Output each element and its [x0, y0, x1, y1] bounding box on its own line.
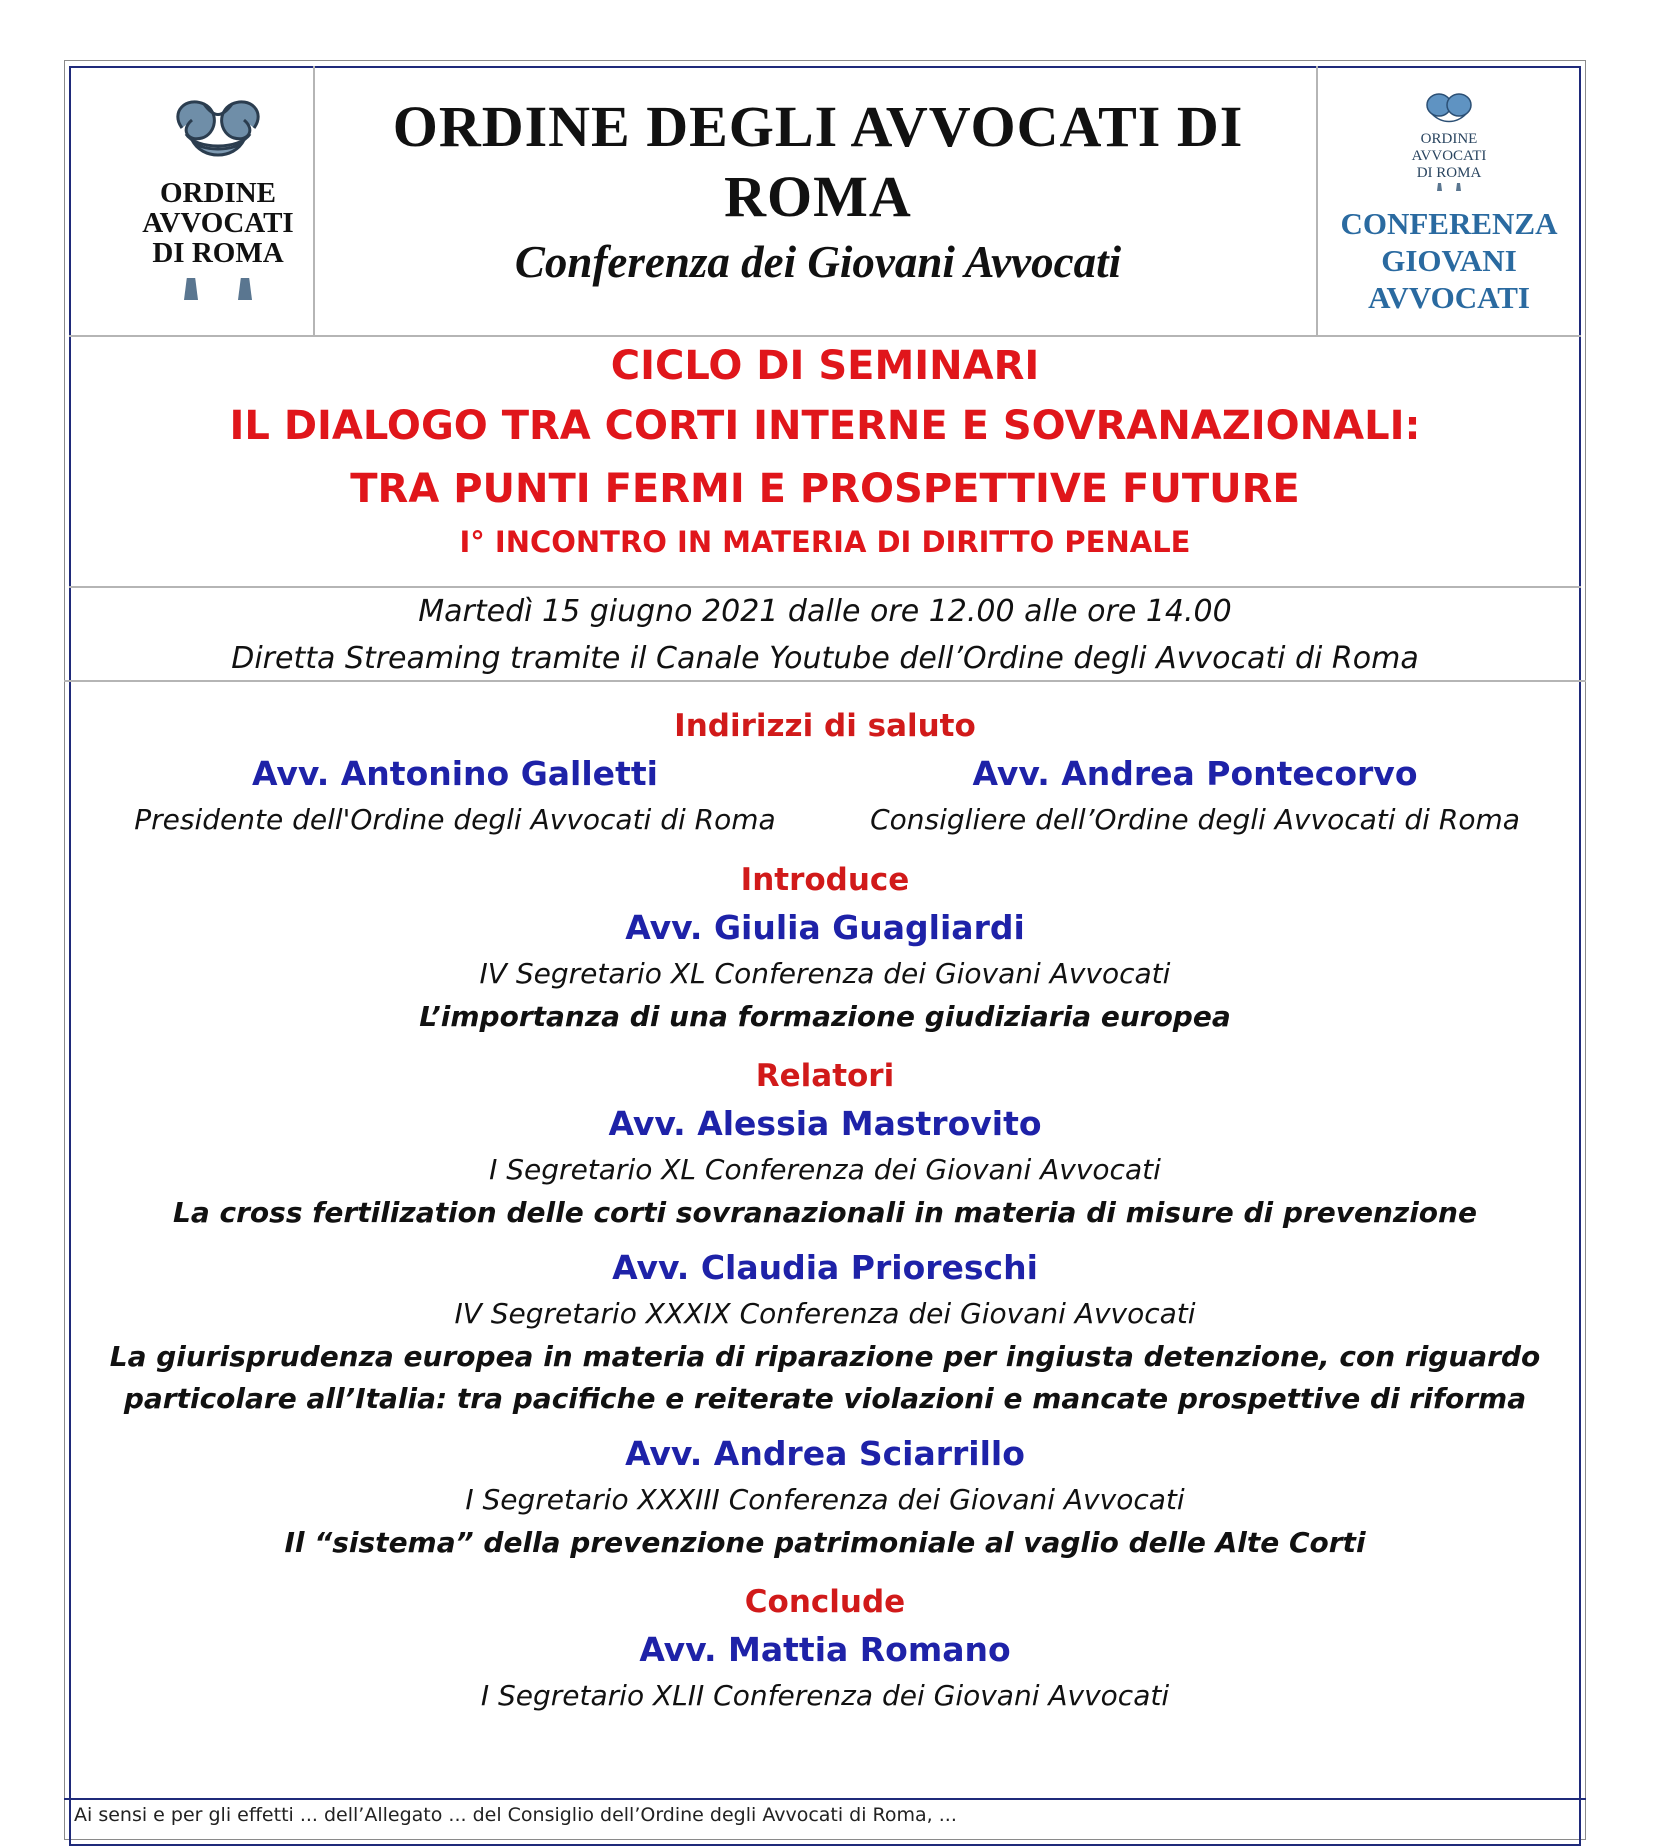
speakers-heading: Relatori: [755, 1058, 895, 1094]
greeting-speaker: [845, 750, 1545, 842]
greeting-speakers: [69, 750, 1581, 842]
seminar-title-block: [69, 340, 1581, 566]
intro-heading: Introduce: [740, 862, 910, 898]
right-logo-name-line-1: CONFERENZA: [1340, 206, 1558, 241]
speaker-role: Presidente dell'Ordine degli Avvocati di Roma: [134, 803, 776, 836]
talk-title: L’importanza di una formazione giudiziaria europea: [419, 1000, 1231, 1033]
seminar-title-line-1: IL DIALOGO TRA CORTI INTERNE E SOVRANAZIONALI:: [229, 403, 1421, 449]
toga-icon: [1437, 183, 1442, 191]
small-knot-emblem-icon: [1422, 90, 1476, 126]
speaker-name: Avv. Mattia Romano: [639, 1630, 1011, 1669]
ordine-avvocati-logo: [118, 80, 318, 310]
org-subtitle: Conferenza dei Giovani Avvocati: [514, 237, 1122, 287]
speaker-role: I Segretario XXXIII Conferenza dei Giovani Avvocati: [465, 1483, 1185, 1516]
speaker-name: Avv. Antonino Galletti: [252, 754, 658, 793]
knot-emblem-icon: [162, 90, 274, 172]
toga-icon: [1456, 183, 1461, 191]
right-logo-name-line-2: GIOVANI: [1381, 243, 1517, 278]
series-title: CICLO DI SEMINARI: [610, 343, 1040, 389]
header-bottom-line: [69, 335, 1581, 337]
talk-title: La cross fertilization delle corti sovranazionali in materia di misure di prevenzione: [173, 1196, 1477, 1229]
speaker-role: I Segretario XL Conferenza dei Giovani Avvocati: [489, 1153, 1161, 1186]
talk-title: Il “sistema” della prevenzione patrimoniale al vaglio delle Alte Corti: [284, 1526, 1366, 1559]
footer-note: Ai sensi e per gli effetti ... dell’Allegato ... del Consiglio dell’Ordine degli Avvocati di Roma, ...: [74, 1804, 957, 1826]
toga-icon: [184, 278, 198, 300]
right-logo-name-line-3: AVVOCATI: [1368, 280, 1530, 315]
meeting-subtitle: I° INCONTRO IN MATERIA DI DIRITTO PENALE: [459, 525, 1191, 559]
greeting-speaker: [105, 750, 805, 842]
speaker-name: Avv. Claudia Prioreschi: [612, 1248, 1038, 1287]
left-logo-line-3: DI ROMA: [152, 237, 284, 269]
speaker-name: Avv. Alessia Mastrovito: [608, 1104, 1042, 1143]
event-datetime: Martedì 15 giugno 2021 dalle ore 12.00 alle ore 14.00: [418, 594, 1232, 629]
right-logo-small-line-3: DI ROMA: [1416, 165, 1482, 181]
conclusion-heading: Conclude: [744, 1584, 906, 1620]
event-streaming: Diretta Streaming tramite il Canale Youtube dell’Ordine degli Avvocati di Roma: [231, 641, 1419, 676]
speaker-name: Avv. Andrea Pontecorvo: [972, 754, 1418, 793]
conferenza-giovani-logo: [1318, 90, 1580, 316]
talk-title: La giurisprudenza europea in materia di riparazione per ingiusta detenzione, con riguardo: [109, 1340, 1541, 1373]
right-logo-small-line-2: AVVOCATI: [1411, 148, 1487, 164]
talk-title-continued: particolare all’Italia: tra pacifiche e reiterate violazioni e mancate prospettive di riforma: [123, 1382, 1527, 1415]
org-title-line-1: ORDINE DEGLI AVVOCATI DI: [392, 94, 1244, 159]
header-title-block: [318, 92, 1318, 288]
speaker-role: Consigliere dell’Ordine degli Avvocati di Roma: [870, 803, 1520, 836]
toga-icon: [238, 278, 252, 300]
speaker-name: Avv. Andrea Sciarrillo: [625, 1434, 1025, 1473]
greetings-heading: Indirizzi di saluto: [674, 708, 976, 744]
speaker-role: I Segretario XLII Conferenza dei Giovani Avvocati: [480, 1679, 1170, 1712]
left-logo-line-1: ORDINE: [159, 177, 276, 209]
speaker-name: Avv. Giulia Guagliardi: [625, 908, 1025, 947]
right-logo-small-line-1: ORDINE: [1420, 131, 1478, 147]
speaker-role: IV Segretario XL Conferenza dei Giovani Avvocati: [479, 957, 1171, 990]
left-logo-line-2: AVVOCATI: [142, 207, 294, 239]
speaker-role: IV Segretario XXXIX Conferenza dei Giovani Avvocati: [454, 1297, 1196, 1330]
event-info-block: [69, 588, 1581, 682]
seminar-title-line-2: TRA PUNTI FERMI E PROSPETTIVE FUTURE: [350, 466, 1300, 512]
program-block: [69, 702, 1581, 1718]
org-title-line-2: ROMA: [724, 164, 912, 229]
